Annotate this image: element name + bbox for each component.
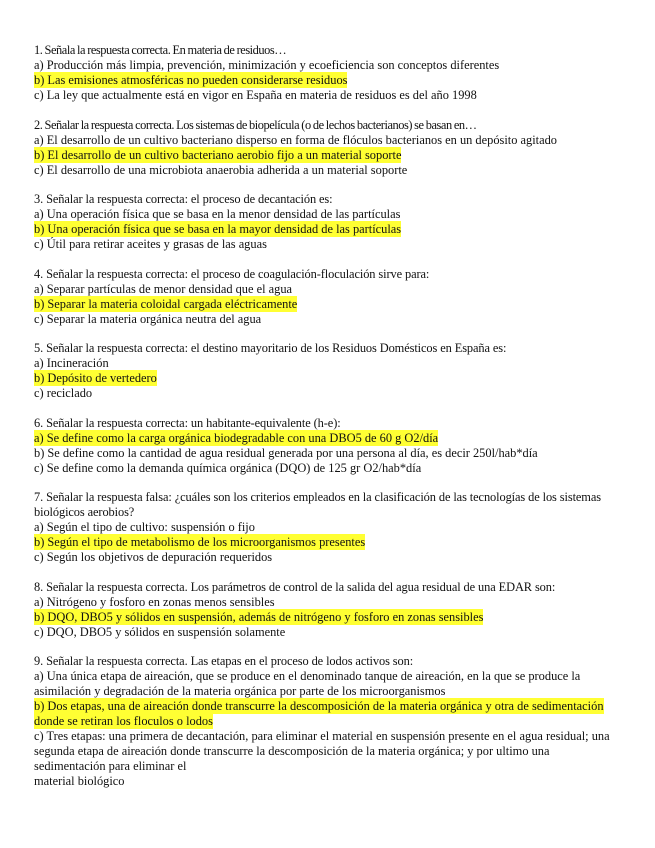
option-text: c) DQO, DBO5 y sólidos en suspensión solamente bbox=[34, 624, 286, 639]
option-text: a) Una única etapa de aireación, que se produce en el denominado tanque de aireación, en la que se produce la asimilación y degradación de la materia orgánica por parte de los microorganismos bbox=[34, 669, 581, 698]
option-a-correct bbox=[34, 431, 624, 446]
question-stem: 3. Señalar la respuesta correcta: el proceso de decantación es: bbox=[34, 192, 333, 206]
option-text: a) Producción más limpia, prevención, minimización y ecoeficiencia son conceptos diferentes bbox=[34, 58, 500, 72]
question-8 bbox=[34, 580, 624, 640]
question-stem: 5. Señalar la respuesta correcta: el destino mayoritario de los Residuos Domésticos en España es: bbox=[34, 341, 507, 355]
question-7 bbox=[34, 490, 624, 565]
highlighted-answer: b) Separar la materia coloidal cargada eléctricamente bbox=[34, 296, 298, 311]
question-stem: 4. Señalar la respuesta correcta: el proceso de coagulación-floculación sirve para: bbox=[34, 266, 430, 281]
option-a bbox=[34, 520, 624, 535]
option-b-correct bbox=[34, 222, 624, 237]
option-c bbox=[34, 88, 624, 103]
option-text: a) Según el tipo de cultivo: suspensión o fijo bbox=[34, 520, 255, 534]
option-c bbox=[34, 312, 624, 327]
option-c bbox=[34, 625, 624, 640]
highlighted-answer: b) Dos etapas, una de aireación donde transcurre la descomposición de la materia orgánica y otra de sedimentación donde se retiran los floculos o lodos bbox=[34, 699, 604, 728]
question-4 bbox=[34, 267, 624, 327]
question-5 bbox=[34, 341, 624, 401]
option-b-correct bbox=[34, 535, 624, 550]
option-a bbox=[34, 669, 624, 699]
option-text: c) La ley que actualmente está en vigor en España en materia de residuos es del año 1998 bbox=[34, 88, 477, 102]
option-b bbox=[34, 446, 624, 461]
question-stem: 2. Señalar la respuesta correcta. Los sistemas de biopelícula (o de lechos bacterianos) se basan en… bbox=[34, 117, 477, 132]
highlighted-answer: b) Según el tipo de metabolismo de los microorganismos presentes bbox=[34, 535, 366, 549]
option-b-correct bbox=[34, 699, 624, 729]
option-a bbox=[34, 207, 624, 222]
question-9 bbox=[34, 654, 624, 789]
document-page bbox=[34, 43, 624, 804]
option-a bbox=[34, 356, 624, 371]
highlighted-answer: b) El desarrollo de un cultivo bacteriano aerobio fijo a un material soporte bbox=[34, 147, 402, 162]
option-text: a) Nitrógeno y fosforo en zonas menos sensibles bbox=[34, 594, 275, 609]
question-6 bbox=[34, 416, 624, 476]
option-text: a) Incineración bbox=[34, 356, 109, 370]
highlighted-answer: b) Una operación física que se basa en la mayor densidad de las partículas bbox=[34, 222, 402, 236]
option-text: material biológico bbox=[34, 774, 125, 788]
option-a bbox=[34, 133, 624, 148]
highlighted-answer: b) DQO, DBO5 y sólidos en suspensión, además de nitrógeno y fosforo en zonas sensibles bbox=[34, 609, 484, 624]
question-stem: 1. Señala la respuesta correcta. En materia de residuos… bbox=[34, 43, 287, 57]
question-3 bbox=[34, 192, 624, 252]
option-c bbox=[34, 163, 624, 178]
option-text: b) Se define como la cantidad de agua residual generada por una persona al día, es decir 250l/hab*día bbox=[34, 445, 538, 460]
highlighted-answer: b) Las emisiones atmosféricas no pueden considerarse residuos bbox=[34, 73, 348, 87]
option-a bbox=[34, 58, 624, 73]
question-stem: 6. Señalar la respuesta correcta: un habitante-equivalente (h-e): bbox=[34, 415, 341, 430]
option-a bbox=[34, 282, 624, 297]
question-2 bbox=[34, 118, 624, 178]
option-text: a) El desarrollo de un cultivo bacteriano disperso en forma de flóculos bacterianos en un depósito agitado bbox=[34, 132, 557, 147]
option-b-correct bbox=[34, 148, 624, 163]
option-c bbox=[34, 461, 624, 476]
question-stem: 8. Señalar la respuesta correcta. Los parámetros de control de la salida del agua residual de una EDAR son: bbox=[34, 579, 556, 594]
option-c bbox=[34, 386, 624, 401]
option-a bbox=[34, 595, 624, 610]
option-b-correct bbox=[34, 610, 624, 625]
question-1 bbox=[34, 43, 624, 103]
option-text: a) Separar partículas de menor densidad que el agua bbox=[34, 281, 293, 296]
option-text: a) Una operación física que se basa en la menor densidad de las partículas bbox=[34, 207, 401, 221]
option-text: c) Según los objetivos de depuración requeridos bbox=[34, 550, 273, 564]
option-text: c) Tres etapas: una primera de decantación, para eliminar el material en suspensión presente en el agua residual; una segunda etapa de aireación donde transcurre la descomposición de la materia orgánica; y por ultimo una sedimentación para eliminar el bbox=[34, 729, 610, 773]
highlighted-answer: a) Se define como la carga orgánica biodegradable con una DBO5 de 60 g O2/día bbox=[34, 430, 439, 445]
option-text: c) El desarrollo de una microbiota anaerobia adherida a un material soporte bbox=[34, 162, 408, 177]
option-text: c) Útil para retirar aceites y grasas de las aguas bbox=[34, 237, 267, 251]
option-b-correct bbox=[34, 371, 624, 386]
option-b-correct bbox=[34, 73, 624, 88]
option-b-correct bbox=[34, 297, 624, 312]
option-c bbox=[34, 550, 624, 565]
question-stem: 9. Señalar la respuesta correcta. Las etapas en el proceso de lodos activos son: bbox=[34, 654, 414, 668]
option-c bbox=[34, 729, 624, 774]
highlighted-answer: b) Depósito de vertedero bbox=[34, 371, 157, 385]
option-c-continuation bbox=[34, 774, 624, 789]
option-c bbox=[34, 237, 624, 252]
option-text: c) Separar la materia orgánica neutra del agua bbox=[34, 311, 262, 326]
option-text: c) Se define como la demanda química orgánica (DQO) de 125 gr O2/hab*día bbox=[34, 460, 422, 475]
option-text: c) reciclado bbox=[34, 386, 93, 400]
question-stem: 7. Señalar la respuesta falsa: ¿cuáles son los criterios empleados en la clasificación de las tecnologías de los sistemas biológicos aerobios? bbox=[34, 490, 601, 519]
